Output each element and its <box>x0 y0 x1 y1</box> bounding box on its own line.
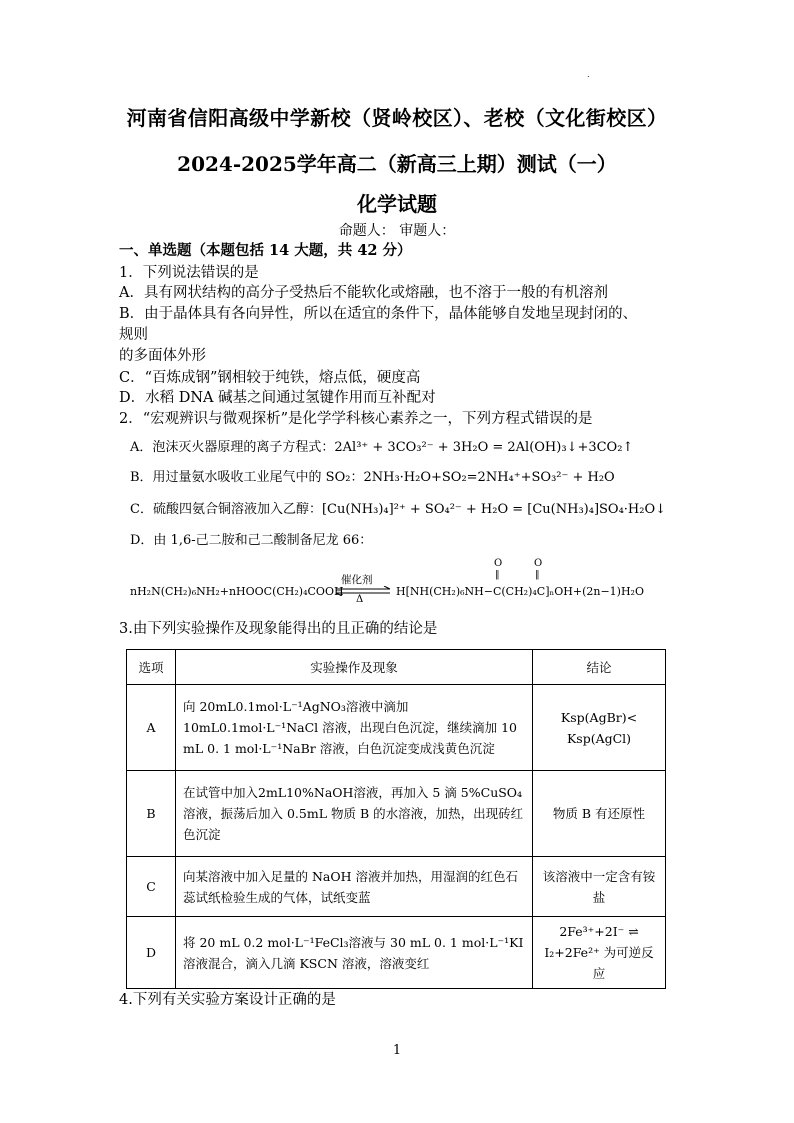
q2-option-a: A．泡沫灭火器原理的离子方程式：2Al³⁺ + 3CO₃²⁻ + 3H₂O = 2Al(OH)₃↓+3CO₂↑ <box>130 440 634 455</box>
row-conclusion: 物质 B 有还原性 <box>533 771 666 857</box>
row-conclusion: 该溶液中一定含有铵盐 <box>533 857 666 917</box>
experiment-table <box>126 649 666 989</box>
row-conclusion: Ksp(AgBr)< Ksp(AgCl) <box>533 685 666 771</box>
table-row <box>127 685 666 771</box>
q3-stem: 3.由下列实验操作及现象能得出的且正确的结论是 <box>119 621 438 637</box>
table-row <box>127 917 666 989</box>
row-operation: 在试管中加入2mL10%NaOH溶液，再加入 5 滴 5%CuSO₄ 溶液，振荡后加入 0.5mL 物质 B 的水溶液，加热，出现砖红色沉淀 <box>176 771 533 857</box>
q1-option-d: D．水稻 DNA 碱基之间通过氢键作用而互补配对 <box>119 390 436 406</box>
q2-option-b: B．用过量氨水吸收工业尾气中的 SO₂：2NH₃·H₂O+SO₂=2NH₄⁺+SO₃²⁻ + H₂O <box>130 470 615 485</box>
q1-option-b-line1: B．由于晶体具有各向异性，所以在适宜的条件下，晶体能够自发地呈现封闭的、 <box>119 306 638 322</box>
page-title-line2: 2024-2025学年高二（新高三上期）测试（一） <box>177 152 617 176</box>
header-conclusion: 结论 <box>533 650 666 685</box>
nylon-reaction-equation <box>130 558 660 605</box>
section-heading: 一、单选题（本题包括 14 大题，共 42 分） <box>119 242 412 259</box>
row-option: D <box>127 917 176 989</box>
reaction-product: H[NH(CH₂)₆NH−C(CH₂)₄C]ₙOH+(2n−1)H₂O <box>396 585 644 598</box>
double-bond-right: ‖ <box>535 570 540 580</box>
header-operation: 实验操作及现象 <box>176 650 533 685</box>
page-mark: . <box>587 70 590 79</box>
row-option: A <box>127 685 176 771</box>
heat-symbol: Δ <box>356 594 364 605</box>
q1-option-b-line3: 的多面体外形 <box>119 348 206 364</box>
table-row <box>127 857 666 917</box>
row-operation: 将 20 mL 0.2 mol·L⁻¹FeCl₃溶液与 30 mL 0. 1 mol·L⁻¹KI 溶液混合，滴入几滴 KSCN 溶液，溶液变红 <box>176 917 533 989</box>
authors-line: 命题人： 审题人： <box>338 223 456 239</box>
catalyst-label: 催化剂 <box>341 574 373 586</box>
reaction-reactants: nH₂N(CH₂)₆NH₂+nHOOC(CH₂)₄COOH <box>130 585 344 598</box>
double-bond-left: ‖ <box>495 570 500 580</box>
row-option: B <box>127 771 176 857</box>
row-operation: 向 20mL0.1mol·L⁻¹AgNO₃溶液中滴加 10mL0.1mol·L⁻¹NaCl 溶液，出现白色沉淀，继续滴加 10 mL 0. 1 mol·L⁻¹NaBr 溶液，白色沉淀变成浅黄色沉淀 <box>176 685 533 771</box>
page-title-line3: 化学试题 <box>357 192 437 216</box>
table-row <box>127 771 666 857</box>
row-operation: 向某溶液中加入足量的 NaOH 溶液并加热，用湿润的红色石蕊试纸检验生成的气体，试纸变蓝 <box>176 857 533 917</box>
table-header-row <box>127 650 666 685</box>
row-conclusion: 2Fe³⁺+2I⁻ ⇌ I₂+2Fe²⁺ 为可逆反应 <box>533 917 666 989</box>
page-number: 1 <box>392 1043 402 1058</box>
carbonyl-o-left: O <box>494 558 503 569</box>
row-option: C <box>127 857 176 917</box>
q1-option-a: A．具有网状结构的高分子受热后不能软化或熔融，也不溶于一般的有机溶剂 <box>119 285 608 301</box>
q1-stem: 1．下列说法错误的是 <box>119 265 259 281</box>
q1-option-b-line2: 规则 <box>119 327 148 343</box>
q2-stem: 2．“宏观辨识与微观探析”是化学学科核心素养之一，下列方程式错误的是 <box>119 411 593 427</box>
q2-option-d: D．由 1,6-己二胺和己二酸制备尼龙 66： <box>130 533 373 548</box>
header-option: 选项 <box>127 650 176 685</box>
q1-option-c: C．“百炼成钢”钢相较于纯铁，熔点低，硬度高 <box>119 370 421 386</box>
page-title-line1: 河南省信阳高级中学新校（贤岭校区）、老校（文化街校区） <box>126 106 668 130</box>
q4-stem: 4.下列有关实验方案设计正确的是 <box>119 992 336 1008</box>
q2-option-c: C．硫酸四氨合铜溶液加入乙醇：[Cu(NH₃)₄]²⁺ + SO₄²⁻ + H₂O = [Cu(NH₃)₄]SO₄·H₂O↓ <box>130 502 667 517</box>
carbonyl-o-right: O <box>534 558 543 569</box>
